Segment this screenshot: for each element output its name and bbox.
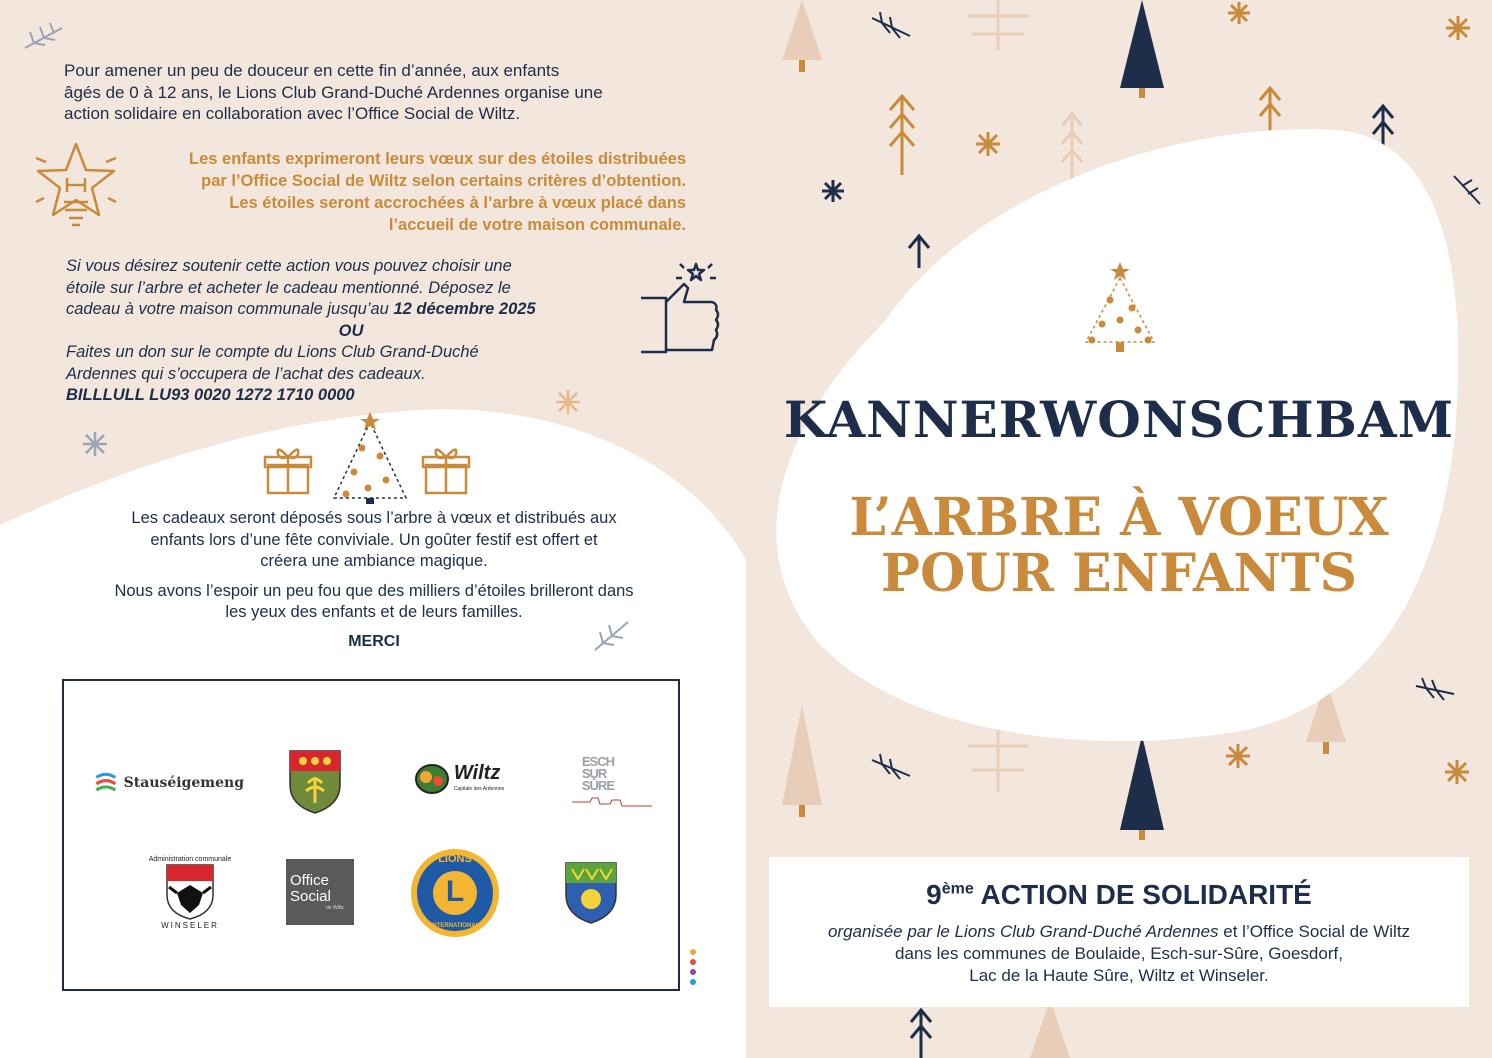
- ladder-tree-icon: [968, 0, 1028, 50]
- or-separator: OU: [338, 321, 364, 340]
- solidarity-line: dans les communes de Boulaide, Esch-sur-Sûre, Goesdorf,: [895, 944, 1343, 963]
- snowflake-icon: [1446, 16, 1470, 40]
- branch-icon: [25, 23, 62, 48]
- intro-line: Pour amener un peu de douceur en cette fin d’année, aux enfants: [64, 61, 560, 80]
- winseler-admin-label: Administration communale: [148, 856, 232, 863]
- support-text: cadeau à votre maison communale jusqu’au: [66, 300, 394, 318]
- branch-tree-icon: [890, 95, 914, 175]
- intro-paragraph: [64, 60, 704, 125]
- logo-winseler: [140, 851, 240, 935]
- snowflake-icon: [822, 180, 844, 202]
- pale-tree-icon: [782, 0, 822, 72]
- wave-icon: [94, 768, 118, 798]
- solidarity-box: [769, 857, 1469, 1007]
- gifts-line: enfants lors d’une fête conviviale. Un goûter festif est offert et: [150, 530, 598, 549]
- organizer-text: organisée par le Lions Club Grand-Duché Ardennes: [827, 922, 1219, 941]
- support-line: Faites un don sur le compte du Lions Club Grand-Duché: [66, 343, 479, 361]
- esch-word: SUR: [581, 766, 607, 781]
- cover-subtitle-line: POUR ENFANTS: [880, 543, 1358, 604]
- office-social-word: de Wiltz: [326, 905, 344, 911]
- intro-line: action solidaire en collaboration avec l’Office Social de Wiltz.: [64, 104, 521, 123]
- gifts-text-2: [64, 581, 684, 624]
- cover-subtitle-line: L’ARBRE À VOEUX: [849, 487, 1389, 548]
- intro-line: âgés de 0 à 12 ans, le Lions Club Grand-Duché Ardennes organise une: [64, 82, 603, 102]
- stars-line: par l’Office Social de Wiltz selon certains critères d’obtention.: [201, 172, 686, 190]
- lions-letter: L: [445, 875, 465, 908]
- partner-logos-box: [62, 679, 680, 991]
- support-paragraph: [66, 256, 636, 407]
- gifts-line: Nous avons l’espoir un peu fou que des milliers d’étoiles brilleront dans: [114, 581, 634, 600]
- support-line: [66, 299, 636, 321]
- wiltz-name: Wiltz: [453, 762, 501, 784]
- snowflake-icon: [1226, 744, 1250, 768]
- snowflake-icon: [1228, 2, 1250, 24]
- thanks-text: MERCI: [348, 633, 400, 650]
- color-dots-icon: [688, 948, 698, 992]
- branch-icon: [1416, 678, 1454, 700]
- pale-tree-icon: [1030, 1000, 1070, 1058]
- stauseigemeng-name: Stauséigemeng: [123, 775, 244, 791]
- solidarity-heading: ACTION DE SOLIDARITÉ: [973, 879, 1312, 910]
- winseler-coat-of-arms-icon: [165, 863, 215, 921]
- branch-icon: [872, 12, 910, 38]
- solidarity-description: [769, 921, 1469, 987]
- stars-line: Les enfants exprimeront leurs vœux sur des étoiles distribuées: [189, 150, 686, 168]
- logo-office-social: [286, 859, 354, 925]
- gifts-text-1: [64, 508, 684, 573]
- gifts-paragraph: [64, 508, 684, 632]
- wiltz-tagline: Capitale des Ardennes: [453, 786, 505, 792]
- christmas-tree-icon: [334, 412, 406, 504]
- logo-wiltz: [404, 759, 514, 799]
- navy-tree-icon: [1120, 735, 1164, 840]
- color-strip: [688, 948, 698, 992]
- stars-line: Les étoiles seront accrochées à l’arbre à vœux placé dans: [229, 194, 686, 212]
- lions-top-text: LIONS: [438, 853, 472, 865]
- navy-tree-icon: [1120, 0, 1164, 98]
- stars-line: l’accueil de votre maison communale.: [388, 216, 686, 234]
- edition-suffix: ème: [941, 880, 974, 898]
- support-line: Ardennes qui s’occupera de l’achat des cadeaux.: [66, 364, 426, 383]
- lac-haute-sure-coat-of-arms-icon: [564, 861, 618, 925]
- solidarity-line: [769, 921, 1469, 943]
- logo-esch-sur-sure: [564, 751, 654, 813]
- branch-icon: [1454, 176, 1480, 204]
- gifts-and-tree-illustration: [262, 410, 472, 505]
- pale-tree-icon: [782, 705, 822, 817]
- office-social-word: Office: [290, 872, 329, 889]
- winseler-name: WINSELER: [161, 921, 219, 930]
- esch-skyline-icon: [570, 792, 654, 808]
- support-line: Si vous désirez soutenir cette action vous pouvez choisir une: [66, 257, 512, 275]
- solidarity-title: [769, 879, 1469, 911]
- lions-bottom-text: INTERNATIONAL: [430, 923, 480, 929]
- esch-word: ESCH: [581, 754, 614, 769]
- deadline-date: 12 décembre 2025: [393, 300, 536, 318]
- snowflake-icon: [976, 132, 1000, 156]
- cover-title: KANNERWONSCHBAM: [783, 390, 1455, 449]
- branch-tree-icon: [1062, 112, 1082, 186]
- stars-paragraph: [130, 148, 686, 236]
- branch-icon: [872, 754, 910, 779]
- esch-word: SÛRE: [581, 778, 614, 793]
- support-line: étoile sur l’arbre et acheter le cadeau mentionné. Déposez le: [66, 278, 511, 297]
- branch-tree-icon: [911, 1010, 931, 1058]
- branch-tree-icon: [909, 236, 929, 268]
- logo-stauseigemeng: [94, 763, 244, 803]
- branch-tree-icon: [1260, 88, 1280, 130]
- edition-number: 9: [926, 879, 942, 910]
- office-social-word: Social: [290, 888, 331, 905]
- wiltz-emblem-icon: [414, 763, 450, 795]
- gifts-line: créera une ambiance magique.: [260, 552, 488, 570]
- snowflake-icon: [1445, 760, 1469, 784]
- snowflake-icon: [83, 432, 107, 456]
- cover-subtitle: [746, 487, 1492, 604]
- goesdorf-coat-of-arms-icon: [288, 749, 342, 815]
- partner-text: et l’Office Social de Wiltz: [1218, 922, 1411, 941]
- gifts-line: Les cadeaux seront déposés sous l’arbre à vœux et distribués aux: [131, 509, 617, 527]
- thumbs-up-icon: [636, 262, 724, 358]
- star-lightbulb-icon: [34, 140, 118, 232]
- solidarity-line: Lac de la Haute Sûre, Wiltz et Winseler.: [969, 966, 1269, 985]
- iban-number: BILLLULL LU93 0020 1272 1710 0000: [66, 386, 355, 404]
- branch-tree-icon: [1373, 106, 1393, 146]
- gifts-line: les yeux des enfants et de leurs familles.: [225, 603, 523, 621]
